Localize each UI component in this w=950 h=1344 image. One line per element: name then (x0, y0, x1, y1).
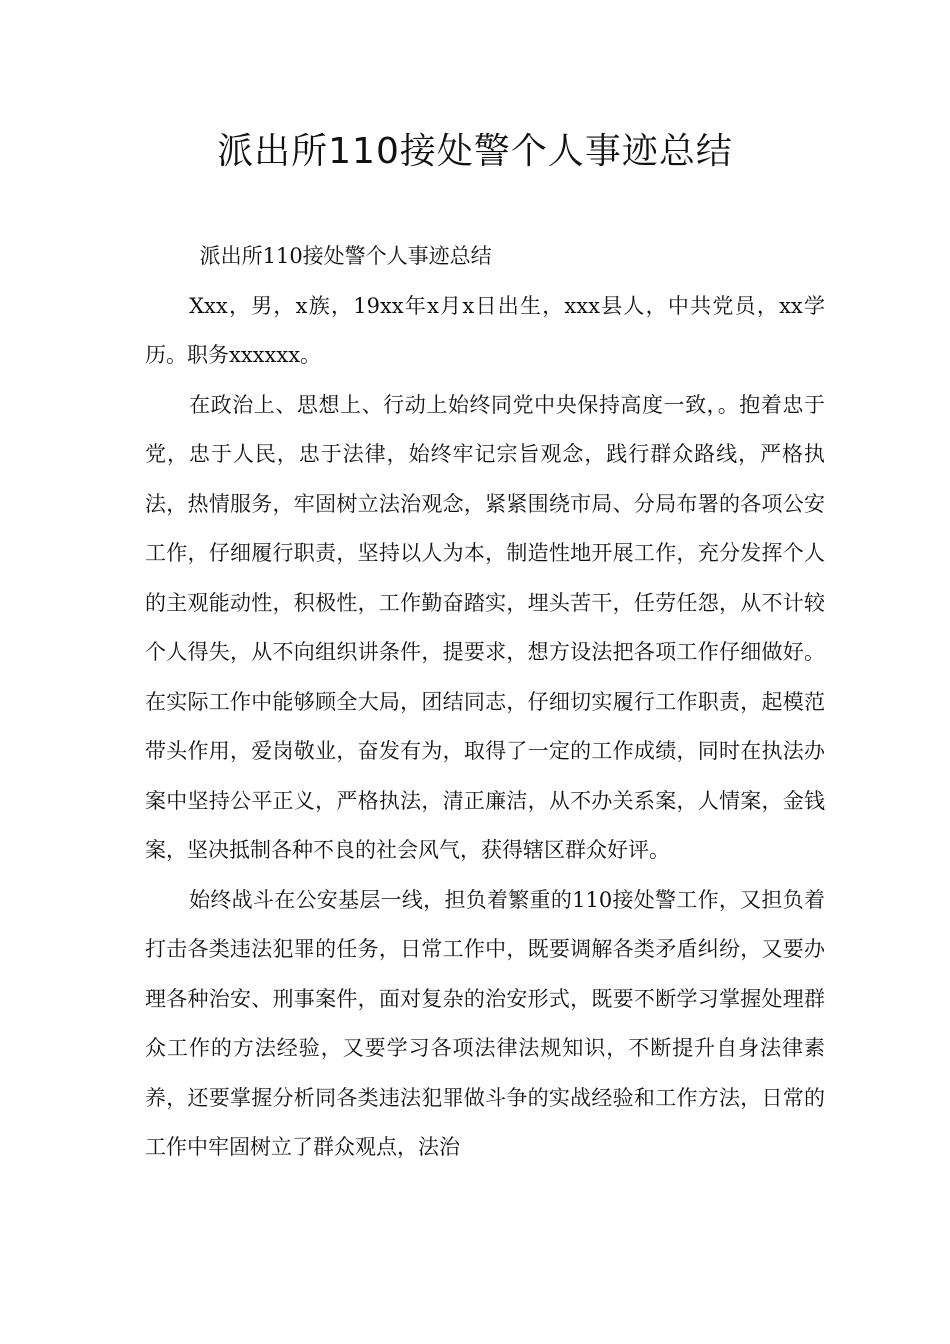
subtitle-paragraph: 派出所110接处警个人事迹总结 (199, 244, 492, 268)
profile-paragraph: Xxx，男，x族，19xx年x月x日出生，xxx县人，中共党员，xx学历。职务xxxxxx。 (145, 293, 825, 367)
document-title: 派出所110接处警个人事迹总结 (217, 131, 733, 172)
frontline-work-paragraph: 始终战斗在公安基层一线，担负着繁重的110接处警工作，又担负着打击各类违法犯罪的任务，日常工作中，既要调解各类矛盾纠纷，又要办理各种治安、刑事案件，面对复杂的治安形式，既要不断学习掌握处理群众工作的方法经验，又要学习各项法律法规知识，不断提升自身法律素养，还要掌握分析同各类违法犯罪做斗争的实战经验和工作方法，日常的工作中牢固树立了群众观点，法治 (145, 887, 825, 1159)
political-paragraph: 在政治上、思想上、行动上始终同党中央保持高度一致，。抱着忠于党，忠于人民，忠于法律，始终牢记宗旨观念，践行群众路线，严格执法，热情服务，牢固树立法治观念，紧紧围绕市局、分局布署的各项公安工作，仔细履行职责，坚持以人为本，制造性地开展工作，充分发挥个人的主观能动性，积极性，工作勤奋踏实，埋头苦干，任劳任怨，从不计较个人得失，从不向组织讲条件，提要求，想方设法把各项工作仔细做好。在实际工作中能够顾全大局，团结同志，仔细切实履行工作职责，起模范带头作用，爱岗敬业，奋发有为，取得了一定的工作成绩，同时在执法办案中坚持公平正义，严格执法，清正廉洁，从不办关系案，人情案，金钱案，坚决抵制各种不良的社会风气，获得辖区群众好评。 (145, 392, 825, 862)
document-body (145, 232, 825, 1173)
